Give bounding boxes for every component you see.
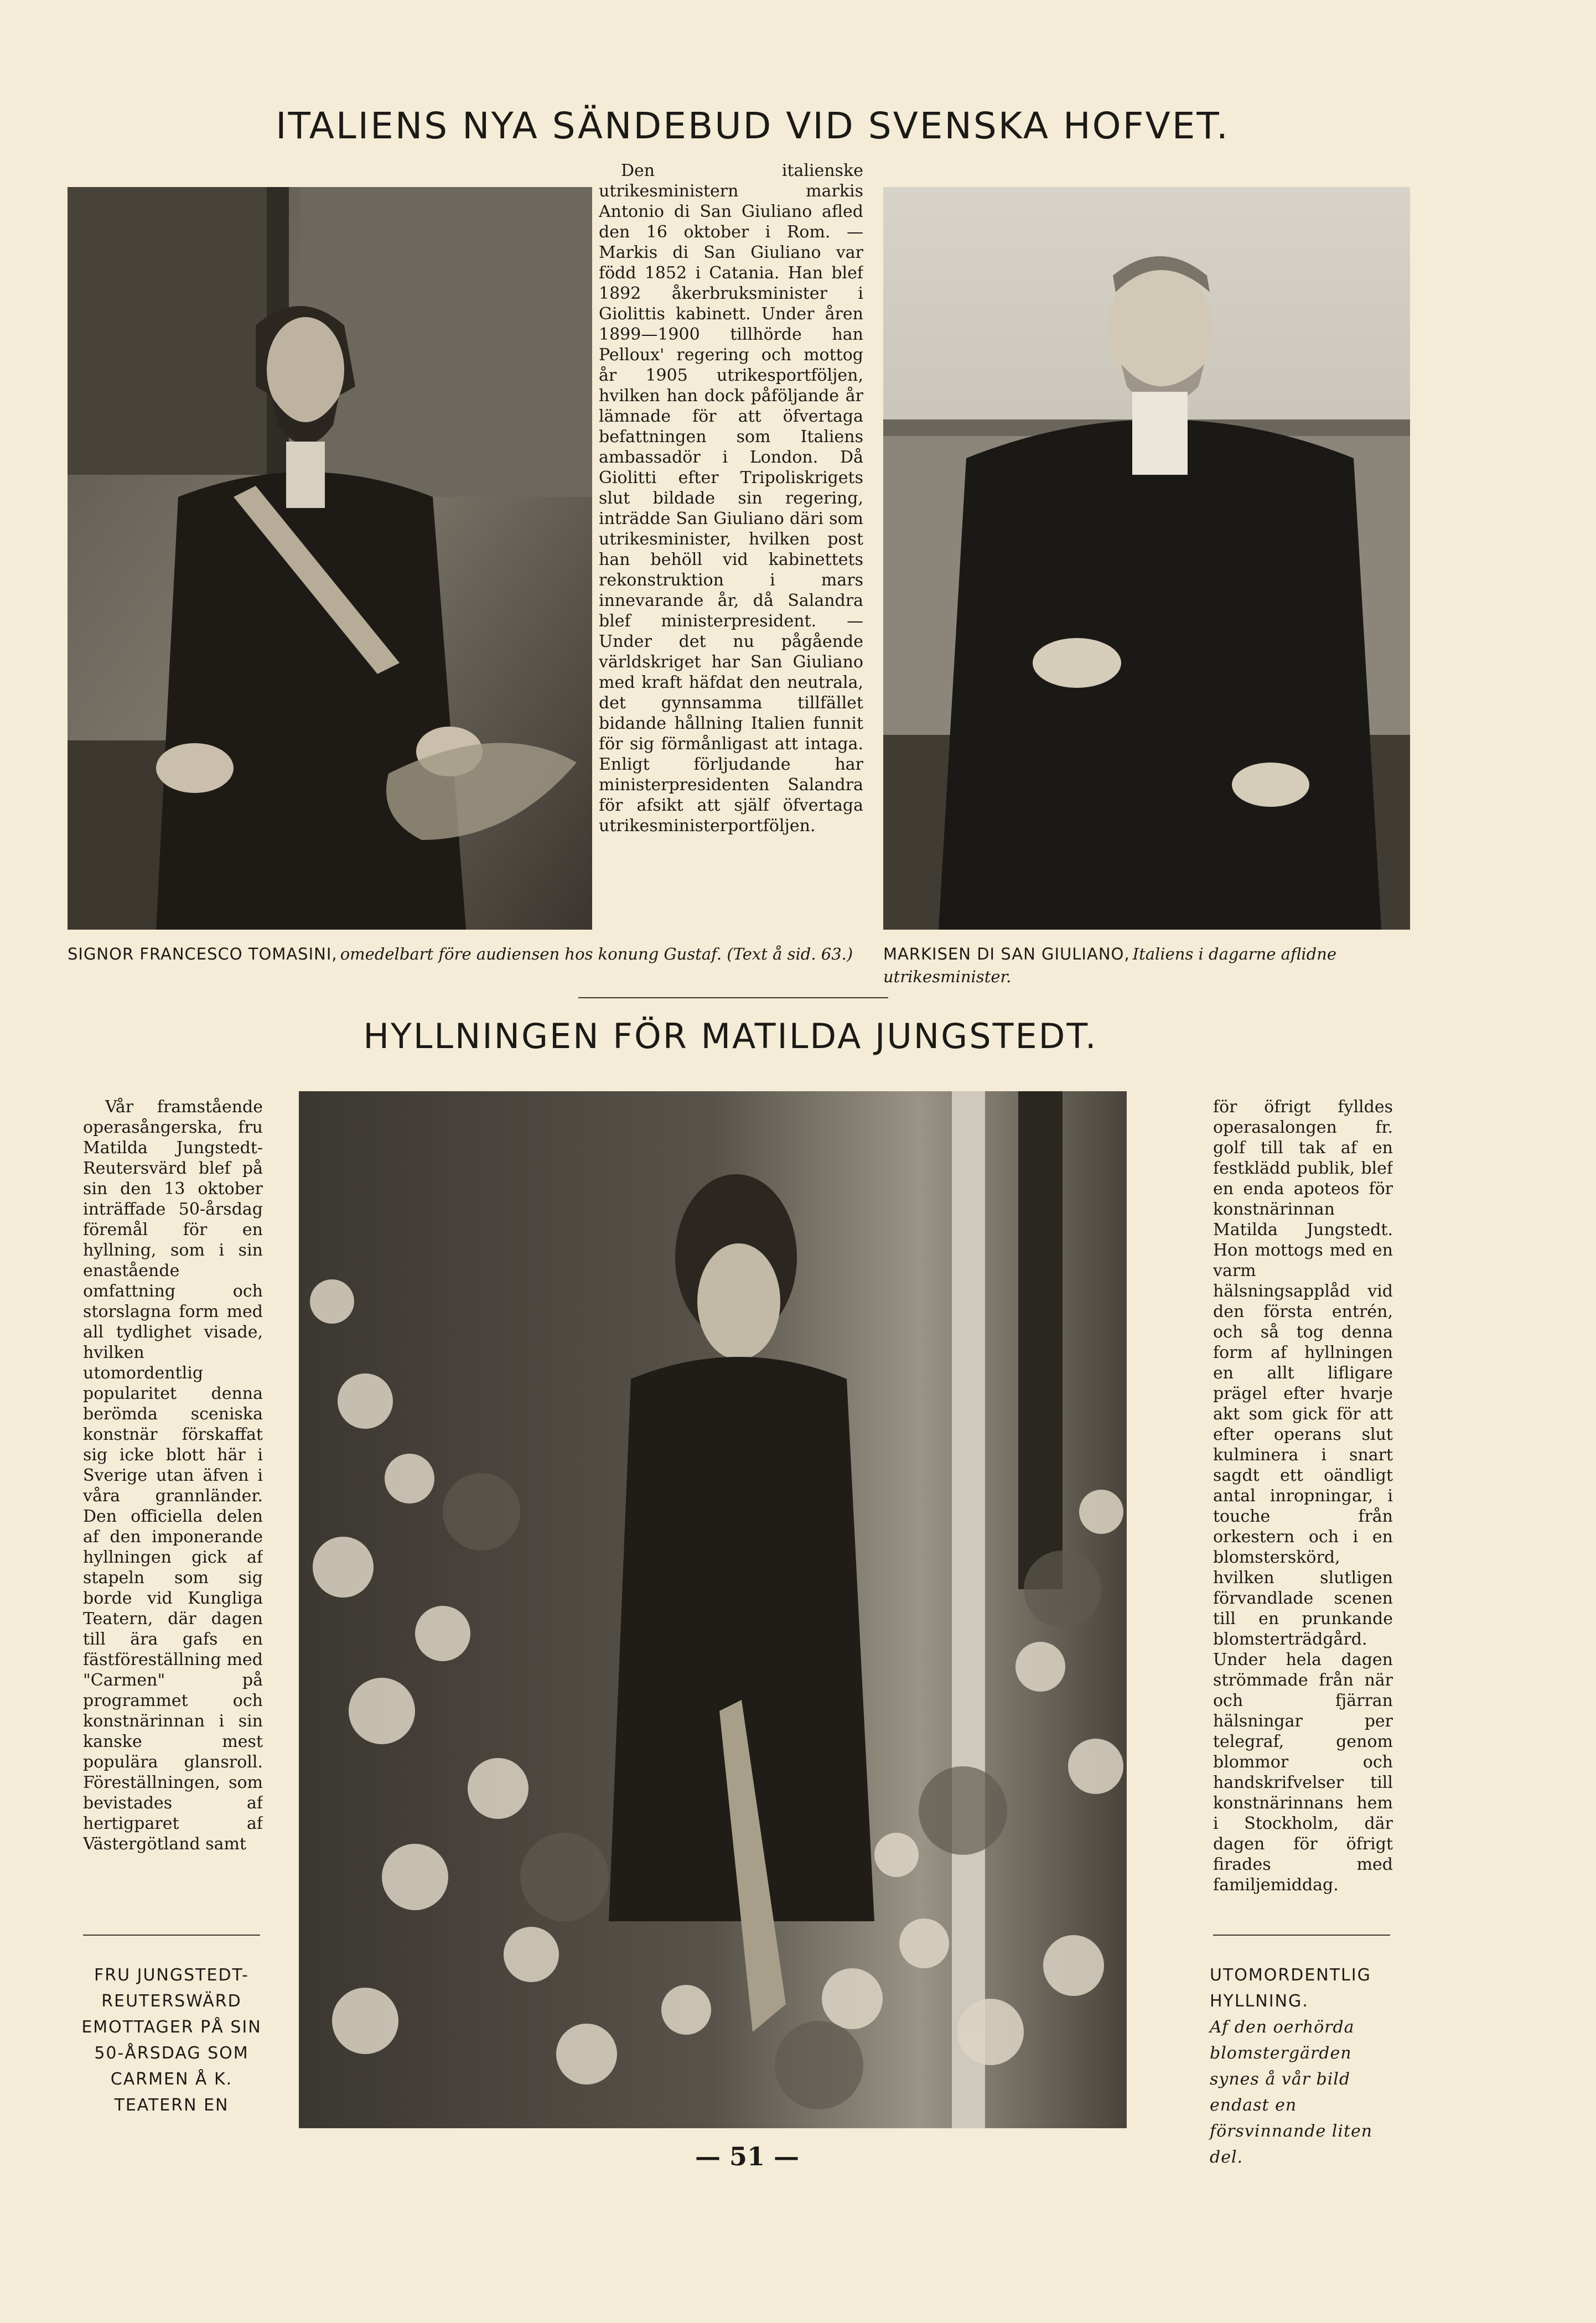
center-article-text: Den italienske utrikesministern markis Antonio di San Giuliano afled den 16 oktober i Rom. — Markis di San Giuliano var född 1852 i Catania. Han blef 1892 åkerbruksminister i Giolittis kabinett. Under åren 1899—1900 tillhörde han Pelloux' regering och mottog år 1905 utrikesportföljen, hvilken han dock påföljande år lämnade för att öfvertaga befattningen som Italiens ambassadör i London. Då Giolitti efter Tripoliskrigets slut bildade sin regering, inträdde San Giuliano däri som utrikesminister, hvilken post han behöll vid kabinettets rekonstruktion i mars innevarande år, då Salandra blef ministerpresident. — Under det nu pågående världskriget har San Giuliano med kraft häfdat den neutrala, det gynnsamma tillfället bidande hållning Italien funnit för sig förmånligast att intaga. Enligt förljudande har ministerpresidenten Salandra för afsikt att själf öfvertaga utrikesministerportföljen.	[599, 161, 863, 836]
caption-jungstedt: FRU JUNGSTEDT-REUTERSWÄRD EMOTTAGER PÅ SIN 50-ÅRSDAG SOM CARMEN Å K. TEATERN EN	[81, 1966, 262, 2115]
caption-tomasini	[68, 944, 853, 967]
caption-san-giuliano	[883, 944, 1414, 989]
caption-hyllning	[1210, 1962, 1398, 2170]
caption-tomasini-name: SIGNOR FRANCESCO TOMASINI,	[68, 945, 338, 963]
caption-tomasini-text: omedelbart före audiensen hos konung Gustaf. (Text å sid. 63.)	[340, 945, 853, 963]
jungstedt-right-text: för öfrigt fylldes operasalongen fr. golf till tak af en festklädd publik, blef en enda apoteos för konstnärinnan Matilda Jungstedt. Hon mottogs med en varm hälsningsapplåd vid den första entrén, och så tog denna form af hyllningen en allt lifligare prägel efter hvarje akt som gick för att efter operans slut kulminera i snart sagdt ett oändligt antal inropningar, i touche från orkestern och i en blomsterskörd, hvilken slutligen förvandlade scenen till en prunkande blomsterträdgård. Under hela dagen strömmade från när och fjärran hälsningar per telegraf, genom blommor och handskrifvelser till konstnärinnans hem i Stockholm, där dagen för öfrigt firades med familjemiddag.	[1213, 1097, 1393, 1895]
caption-san-giuliano-text: Italiens i dagarne aflidne utrikesminister.	[883, 945, 1336, 986]
left-caption-rule	[83, 1935, 260, 1936]
top-headline: ITALIENS NYA SÄNDEBUD VID SVENSKA HOFVET.	[276, 105, 1230, 147]
section-divider	[578, 997, 888, 998]
bottom-headline: HYLLNINGEN FÖR MATILDA JUNGSTEDT.	[363, 1016, 1098, 1056]
caption-hyllning-text: Af den oerhörda blomstergärden synes å vår bild endast en försvinnande liten del.	[1210, 2018, 1373, 2167]
caption-hyllning-title: UTOMORDENTLIG HYLLNING.	[1210, 1966, 1371, 2011]
right-caption-rule	[1213, 1935, 1390, 1936]
jungstedt-left-text: Vår framstående operasångerska, fru Matilda Jungstedt-Reutersvärd blef på sin den 13 oktober inträffade 50-årsdag föremål för en hyllning, som i sin enastående omfattning och storslagna form med all tydlighet visade, hvilken utomordentlig popularitet denna berömda sceniska konstnär förskaffat sig icke blott här i Sverige utan äfven i våra grannländer. Den officiella delen af den imponerande hyllningen gick af stapeln som sig borde vid Kungliga Teatern, där dagen till ära gafs en fästföreställning med "Carmen" på programmet och konstnärinnan i sin kanske mest populära glansroll. Föreställningen, som bevistades af hertigparet af Västergötland samt	[83, 1097, 263, 1854]
photo-san-giuliano	[883, 187, 1410, 930]
caption-san-giuliano-name: MARKISEN DI SAN GIULIANO,	[883, 945, 1130, 963]
photo-tomasini	[68, 187, 592, 930]
photo-jungstedt	[299, 1091, 1127, 2128]
page-number: — 51 —	[695, 2141, 800, 2171]
